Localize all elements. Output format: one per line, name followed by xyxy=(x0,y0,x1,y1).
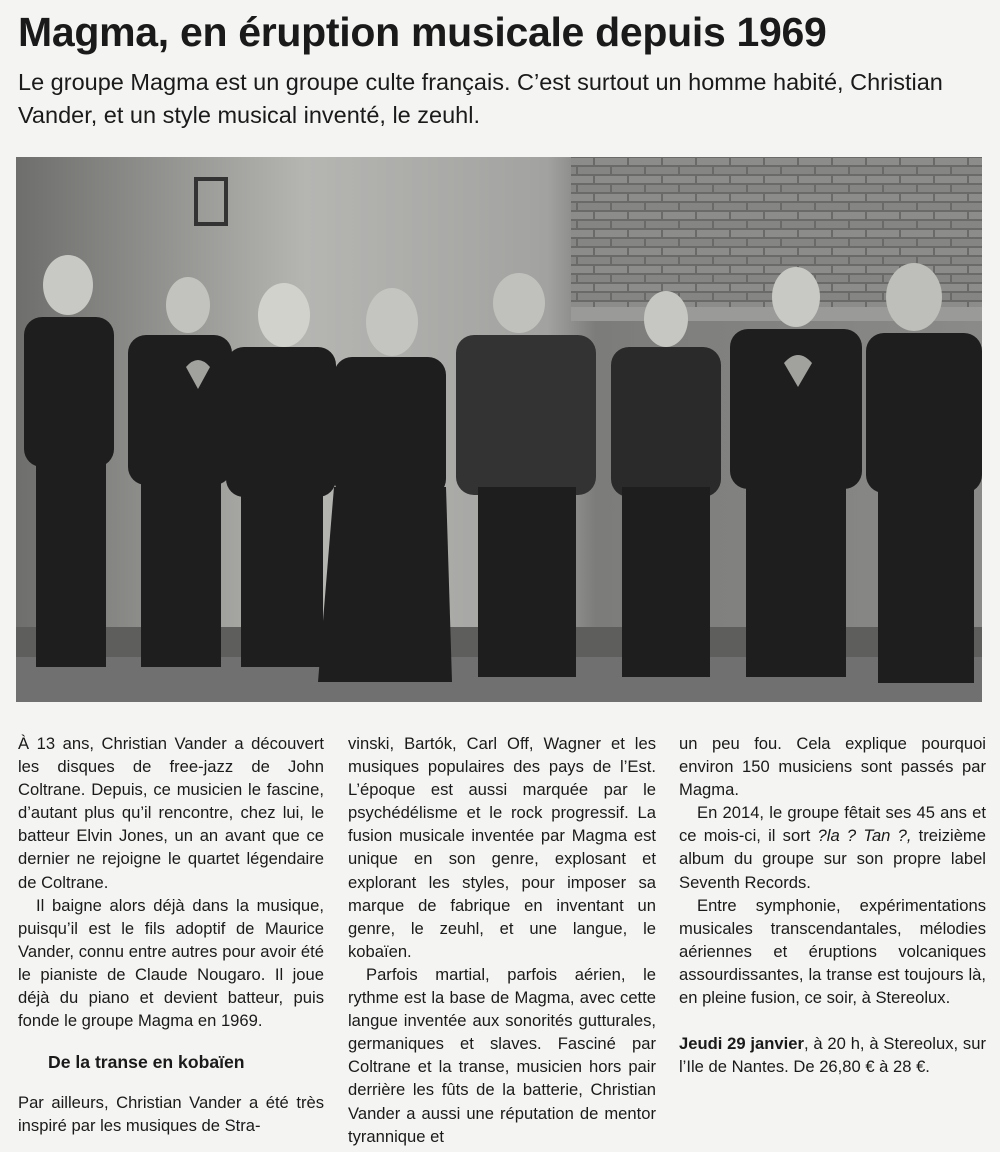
paragraph: Par ailleurs, Christian Vander a été très inspiré par les musiques de Stra- xyxy=(18,1093,324,1136)
band-photo-illustration xyxy=(16,157,982,702)
section-subheading: De la transe en kobaïen xyxy=(48,1052,245,1073)
paragraph: À 13 ans, Christian Vander a découvert les disques de free-jazz de John Coltrane. Depuis, ce musicien le fascine, d’autant plus qu’il rencontre, chez lui, le batteur Elvin Jones, un an avant que ce dernier ne rejoigne le quartet légendaire de Coltrane. xyxy=(18,734,324,892)
paragraph xyxy=(679,801,986,893)
practical-info xyxy=(679,1032,986,1078)
album-title: ?la ? Tan ?, xyxy=(817,826,912,846)
column-3 xyxy=(679,732,986,1078)
paragraph: Il baigne alors déjà dans la musique, puisqu’il est le fils adoptif de Maurice Vander, connu entre autres pour avoir été le pianiste de Claude Nougaro. Il joue déjà du piano et devient batteur, puis fonde le groupe Magma en 1969. xyxy=(18,895,324,1031)
text-run: treizième album du groupe sur son propre label Seventh Records. xyxy=(679,826,986,892)
paragraph: Entre symphonie, expérimentations musicales transcendantales, mélodies aériennes et éruptions volcaniques assourdissantes, la transe est toujours là, en pleine fusion, ce soir, à Stereolux. xyxy=(679,895,986,1008)
event-date: Jeudi 29 janvier xyxy=(679,1034,804,1054)
paragraph: un peu fou. Cela explique pourquoi environ 150 musiciens sont passés par Magma. xyxy=(679,734,986,800)
text-run: En 2014, le groupe fêtait ses 45 ans et ce mois-ci, il sort xyxy=(679,803,986,846)
paragraph: vinski, Bartók, Carl Off, Wagner et les musiques populaires des pays de l’Est. L’époque est aussi marquée par le psychédélisme et le rock progressif. La fusion musicale inventée par Magma est unique en son genre, explosant et explorant les styles, pour imposer sa marque de fabrique en inventant un genre, le zeuhl, et une langue, le kobaïen. xyxy=(348,734,656,961)
column-2 xyxy=(348,732,656,1148)
paragraph: Parfois martial, parfois aérien, le rythme est la base de Magma, avec cette langue inventée aux sonorités gutturales, germaniques et slaves. Fasciné par Coltrane et la transe, musicien hors pair derrière les fûts de la batterie, Christian Vander a aussi une réputation de mentor tyrannique et xyxy=(348,964,656,1146)
article-lead: Le groupe Magma est un groupe culte français. C’est surtout un homme habité, Christian Vander, et un style musical inventé, le zeuhl. xyxy=(18,69,943,128)
event-details: , à 20 h, à Stereolux, sur l’Ile de Nantes. De 26,80 € à 28 €. xyxy=(679,1034,986,1077)
column-1 xyxy=(18,732,324,1138)
band-photo xyxy=(16,157,982,702)
article-headline: Magma, en éruption musicale depuis 1969 xyxy=(18,9,827,55)
